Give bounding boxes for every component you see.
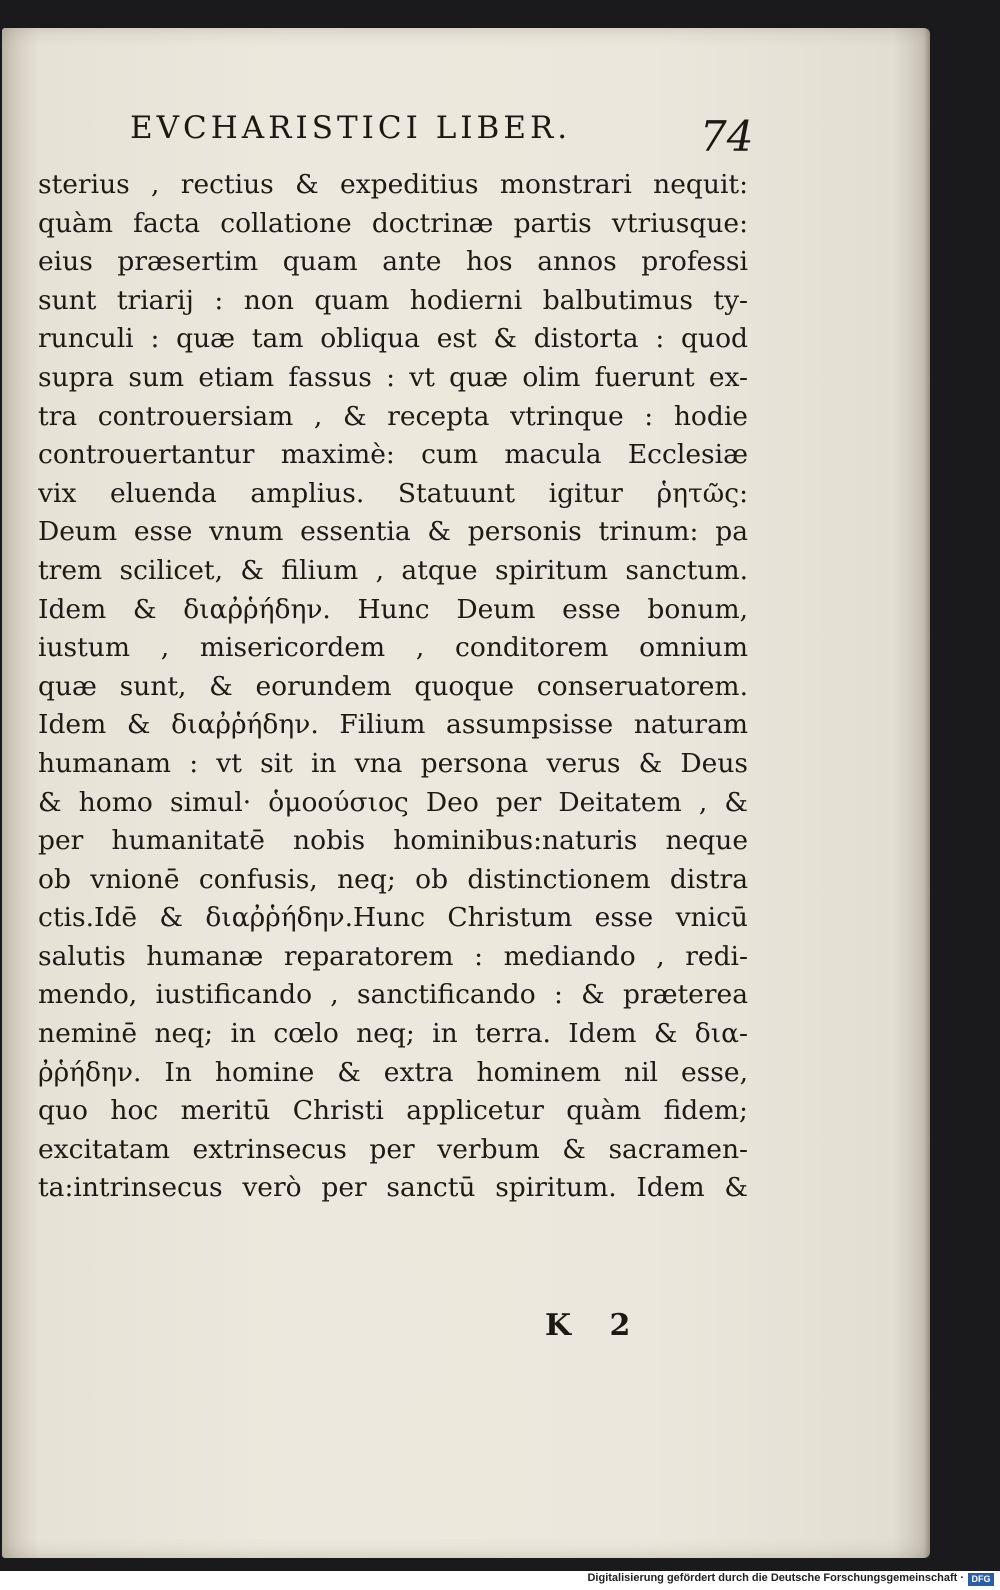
signature-mark: K 2: [545, 1308, 645, 1343]
text-line: iustum , misericordem , conditorem omnium: [38, 632, 748, 664]
text-line: excitatam extrinsecus per verbum & sacramen-: [38, 1133, 748, 1165]
text-line: & homo simul· ὁμοούσιος Deo per Deitatem , &: [38, 786, 748, 818]
text-line: runculi : quæ tam obliqua est & distorta : quod: [38, 323, 748, 355]
text-line: supra sum etiam fassus : vt quæ olim fuerunt ex-: [38, 361, 748, 393]
text-line: salutis humanæ reparatorem : mediando , redi-: [38, 940, 748, 972]
text-line: ta:intrinsecus verò per sanctū spiritum. Idem &: [38, 1172, 748, 1204]
text-line: per humanitatē nobis hominibus:naturis neque: [38, 825, 748, 857]
text-line: ctis.Idē & διαῤῥήδην.Hunc Christum esse vnicū: [38, 902, 748, 934]
text-line: trem scilicet, & filium , atque spiritum sanctum.: [38, 554, 748, 586]
dfg-logo: DFG: [968, 1573, 994, 1586]
body-text: [38, 166, 748, 1208]
text-line: Deum esse vnum essentia & personis trinum: pa: [38, 516, 748, 548]
funding-credit: Digitalisierung gefördert durch die Deutsche Forschungsgemeinschaft ·: [587, 1572, 964, 1584]
text-line: neminē neq; in cœlo neq; in terra. Idem & δια-: [38, 1018, 748, 1050]
text-line: sterius , rectius & expeditius monstrari nequit:: [38, 169, 748, 200]
text-line: sunt triarij : non quam hodierni balbutimus ty-: [38, 284, 748, 316]
text-line: controuertantur maximè: cum macula Ecclesiæ: [38, 439, 748, 471]
text-line: mendo, iustificando , sanctificando : & præterea: [38, 979, 748, 1011]
page-edge-shadow: [924, 28, 930, 1558]
text-line: Idem & διαῤῥήδην. Hunc Deum esse bonum,: [38, 593, 748, 625]
text-line: tra controuersiam , & recepta vtrinque : hodie: [38, 400, 748, 432]
text-line: quæ sunt, & eorundem quoque conseruatorem.: [38, 670, 748, 702]
text-line: Idem & διαῤῥήδην. Filium assumpsisse naturam: [38, 709, 748, 741]
text-line: humanam : vt sit in vna persona verus & Deus: [38, 747, 748, 779]
text-line: quàm facta collatione doctrinæ partis vtriusque:: [38, 207, 748, 239]
text-line: vix eluenda amplius. Statuunt igitur ῥητῶς:: [38, 477, 748, 509]
running-head: EVCHARISTICI LIBER.: [130, 110, 572, 146]
text-line: quo hoc meritū Christi applicetur quàm fidem;: [38, 1095, 748, 1127]
footer-bar: [0, 1571, 1000, 1590]
text-line: eius præsertim quam ante hos annos professi: [38, 246, 748, 278]
text-line: ῤῥήδην. In homine & extra hominem nil esse,: [38, 1056, 748, 1088]
text-line: ob vnionē confusis, neq; ob distinctionem distra: [38, 863, 748, 895]
page-number: 74: [700, 112, 754, 161]
